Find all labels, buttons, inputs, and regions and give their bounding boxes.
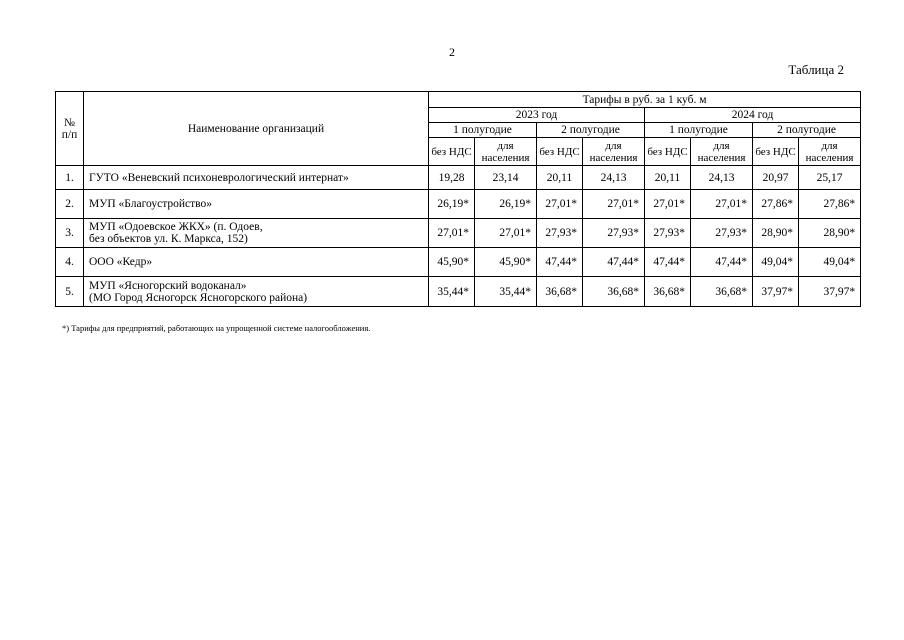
header-sub: без НДС: [645, 138, 691, 166]
cell-value: 47,44*: [583, 248, 645, 277]
cell-value: 24,13: [583, 166, 645, 190]
cell-value: 36,68*: [645, 277, 691, 307]
cell-value: 27,93*: [645, 219, 691, 248]
table-row: [56, 166, 861, 190]
cell-value: 36,68*: [537, 277, 583, 307]
row-name: ГУТО «Веневский психоневрологический интернат»: [84, 166, 429, 190]
header-sub: без НДС: [753, 138, 799, 166]
cell-value: 37,97*: [753, 277, 799, 307]
table-caption: Таблица 2: [788, 62, 844, 77]
table-row: [56, 248, 861, 277]
cell-value: 27,01*: [537, 190, 583, 219]
row-num: 5.: [56, 277, 84, 307]
header-tariffs-title: Тарифы в руб. за 1 куб. м: [429, 92, 861, 108]
cell-value: 47,44*: [537, 248, 583, 277]
header-half: 2 полугодие: [537, 123, 645, 138]
cell-value: 36,68*: [583, 277, 645, 307]
cell-value: 28,90*: [799, 219, 861, 248]
row-num: 1.: [56, 166, 84, 190]
row-num: 2.: [56, 190, 84, 219]
cell-value: 20,11: [645, 166, 691, 190]
cell-value: 20,11: [537, 166, 583, 190]
cell-value: 27,01*: [475, 219, 537, 248]
cell-value: 37,97*: [799, 277, 861, 307]
row-num: 3.: [56, 219, 84, 248]
cell-value: 49,04*: [753, 248, 799, 277]
header-half: 2 полугодие: [753, 123, 861, 138]
cell-value: 27,01*: [691, 190, 753, 219]
cell-value: 27,93*: [691, 219, 753, 248]
cell-value: 35,44*: [475, 277, 537, 307]
header-sub: для населения: [691, 138, 753, 166]
header-sub: для населения: [475, 138, 537, 166]
page-number: 2: [449, 45, 455, 59]
header-sub: для населения: [583, 138, 645, 166]
row-name: МУП «Благоустройство»: [84, 190, 429, 219]
cell-value: 47,44*: [645, 248, 691, 277]
footnote: *) Тарифы для предприятий, работающих на упрощенной системе налогообложения.: [62, 323, 371, 333]
table-row: [56, 219, 861, 248]
cell-value: 28,90*: [753, 219, 799, 248]
cell-value: 49,04*: [799, 248, 861, 277]
row-name: МУП «Одоевское ЖКХ» (п. Одоев, без объектов ул. К. Маркса, 152): [84, 219, 429, 248]
header-year-2023: 2023 год: [429, 108, 645, 123]
cell-value: 20,97: [753, 166, 799, 190]
cell-value: 27,93*: [537, 219, 583, 248]
header-half: 1 полугодие: [429, 123, 537, 138]
cell-value: 45,90*: [475, 248, 537, 277]
cell-value: 36,68*: [691, 277, 753, 307]
cell-value: 45,90*: [429, 248, 475, 277]
header-sub: без НДС: [537, 138, 583, 166]
row-num: 4.: [56, 248, 84, 277]
header-sub: без НДС: [429, 138, 475, 166]
cell-value: 25,17: [799, 166, 861, 190]
cell-value: 27,86*: [799, 190, 861, 219]
table-row: [56, 190, 861, 219]
header-sub: для населения: [799, 138, 861, 166]
cell-value: 27,01*: [429, 219, 475, 248]
header-name: Наименование организаций: [84, 92, 429, 166]
row-name: ООО «Кедр»: [84, 248, 429, 277]
cell-value: 19,28: [429, 166, 475, 190]
cell-value: 26,19*: [475, 190, 537, 219]
cell-value: 26,19*: [429, 190, 475, 219]
header-half: 1 полугодие: [645, 123, 753, 138]
header-num: № п/п: [56, 92, 84, 166]
header-year-2024: 2024 год: [645, 108, 861, 123]
cell-value: 23,14: [475, 166, 537, 190]
tariffs-table: [55, 91, 861, 307]
row-name: МУП «Ясногорский водоканал» (МО Город Ясногорск Ясногорского района): [84, 277, 429, 307]
cell-value: 47,44*: [691, 248, 753, 277]
cell-value: 27,01*: [645, 190, 691, 219]
cell-value: 27,01*: [583, 190, 645, 219]
cell-value: 27,86*: [753, 190, 799, 219]
table-row: [56, 277, 861, 307]
cell-value: 35,44*: [429, 277, 475, 307]
cell-value: 27,93*: [583, 219, 645, 248]
cell-value: 24,13: [691, 166, 753, 190]
